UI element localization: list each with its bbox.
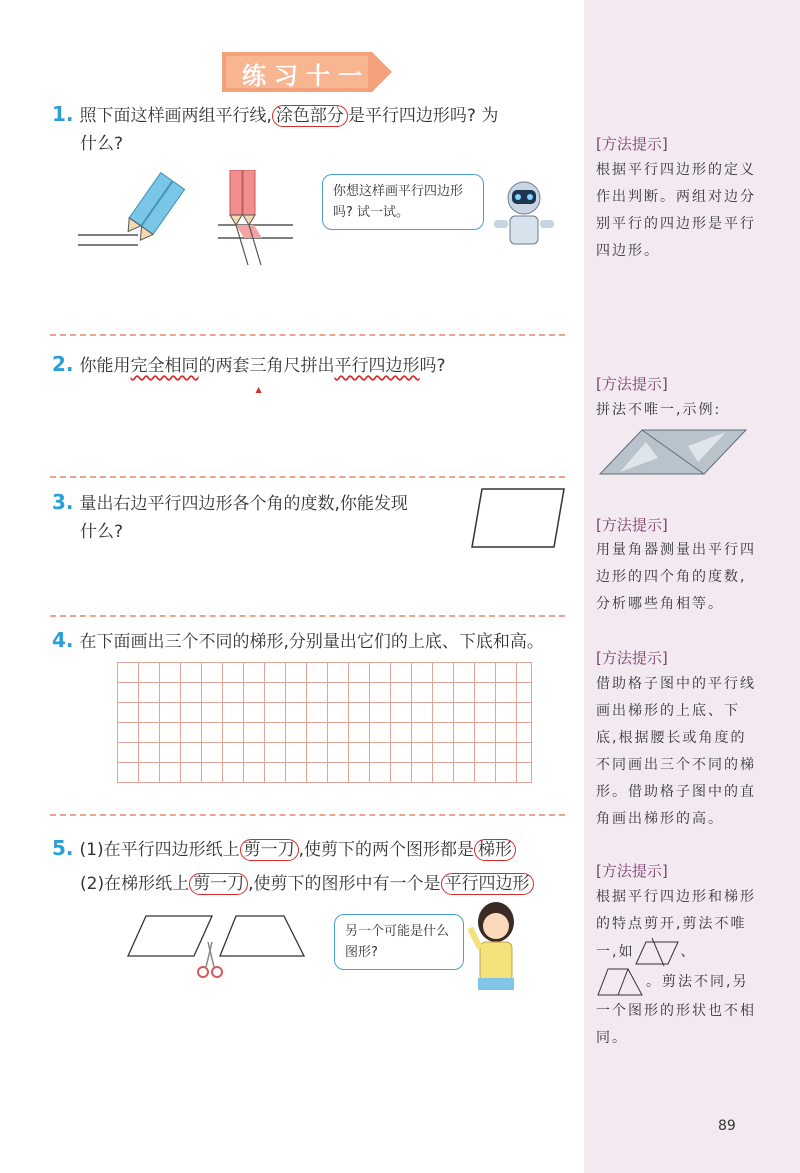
- tip-title: [方法提示]: [596, 375, 668, 393]
- robot-icon: [486, 176, 562, 252]
- page-number: 89: [718, 1118, 736, 1134]
- page-title: 练习十一: [242, 62, 370, 90]
- question-3: [52, 488, 472, 546]
- tip-text: 、: [680, 944, 697, 960]
- question-text: 你能用: [79, 356, 131, 376]
- tip-body: 拼法不唯一,示例:: [596, 402, 722, 418]
- section-divider: [50, 615, 565, 617]
- question-text: 量出右边平行四边形各个角的度数,你能发现: [79, 494, 408, 514]
- tip-body: 根据平行四边形的定义作出判断。两组对边分别平行的四边形是平行四边形。: [596, 162, 756, 259]
- question-5: [52, 834, 572, 864]
- question-text: 拼出: [300, 356, 335, 376]
- section-divider: [50, 476, 565, 478]
- question-number: 1.: [52, 102, 74, 126]
- question-2: [52, 350, 572, 380]
- robot-speech-bubble: 你想这样画平行四边形吗? 试一试。: [322, 174, 484, 230]
- question-number: 3.: [52, 490, 74, 514]
- pencil-illustration: [78, 170, 308, 270]
- question-number: 2.: [52, 352, 74, 376]
- tip-body: 借助格子图中的平行线画出梯形的上底、下底,根据腰长或角度的不同画出三个不同的梯形。借助格子图中的直角画出梯形的高。: [596, 676, 756, 827]
- set-square-figure: [598, 428, 748, 478]
- tip-title: [方法提示]: [596, 649, 668, 667]
- wavy-underlined-text: 完全相同: [130, 356, 199, 376]
- tip-body: 用量角器测量出平行四边形的四个角的度数,分析哪些角相等。: [596, 542, 756, 612]
- question-text: 的两套: [198, 356, 250, 376]
- cut-shapes-figure: [124, 912, 314, 984]
- tip-body: [596, 884, 756, 1052]
- question-5-part-2: [80, 870, 580, 898]
- tip-title: [方法提示]: [596, 135, 668, 153]
- section-divider: [50, 814, 565, 816]
- circled-text: 剪一刀: [240, 839, 299, 861]
- tip-text: 根据平行四边形和梯形的特点剪开,剪法不唯一,如: [596, 889, 756, 960]
- wavy-underlined-text: 平行四边形: [334, 356, 420, 376]
- scissors-icon: [198, 942, 222, 977]
- cut-example-icon: [596, 966, 646, 998]
- cut-example-icon: [634, 938, 680, 966]
- circled-text: 梯形: [474, 839, 516, 861]
- question-text: 在下面画出三个不同的梯形,分别量出它们的上底、下底和高。: [79, 632, 544, 652]
- circled-text: 涂色部分: [272, 105, 348, 127]
- question-number: 4.: [52, 628, 74, 652]
- question-text: (2)在梯形纸上: [80, 874, 190, 894]
- question-text: 是平行四边形吗? 为: [347, 106, 499, 126]
- tip-title: [方法提示]: [596, 862, 668, 880]
- question-text: ,使剪下的两个图形都是: [298, 840, 475, 860]
- circled-text: 剪一刀: [189, 873, 248, 895]
- parallelogram-figure: [468, 485, 568, 551]
- question-text: 什么?: [80, 522, 124, 542]
- question-text: 吗?: [419, 356, 446, 376]
- girl-speech-bubble: 另一个可能是什么图形?: [334, 914, 464, 970]
- question-text: 照下面这样画两组平行线,: [79, 106, 272, 126]
- section-divider: [50, 334, 565, 336]
- question-1: [52, 100, 572, 158]
- drawing-grid[interactable]: [117, 662, 532, 783]
- tip-title: [方法提示]: [596, 516, 668, 534]
- girl-icon: [462, 898, 532, 992]
- tip-text: 。剪法不同,另一个图形的形状也不相同。: [596, 974, 756, 1046]
- dotted-emphasis-text: 三角尺 ▲: [250, 356, 301, 376]
- question-text: ,使剪下的图形中有一个是: [248, 874, 441, 894]
- question-4: [52, 626, 582, 656]
- question-text: (1)在平行四边形纸上: [79, 840, 240, 860]
- question-number: 5.: [52, 836, 74, 860]
- question-text: 什么?: [80, 134, 124, 154]
- circled-text: 平行四边形: [441, 873, 534, 895]
